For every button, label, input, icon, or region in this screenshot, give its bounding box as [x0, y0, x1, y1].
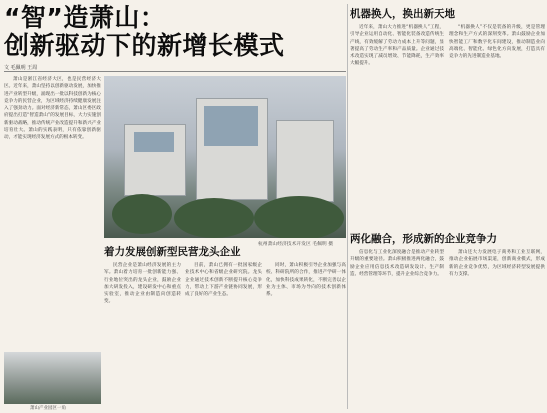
article-column-h: [449, 249, 545, 409]
main-photo: [104, 76, 346, 238]
photo-building: [276, 120, 334, 202]
headline-line-2: 创新驱动下的新增长模式: [4, 31, 285, 60]
photo-building-glass: [134, 132, 174, 152]
subhead-2: 机器换人，换出新天地: [350, 8, 455, 20]
article-column-b: [104, 262, 181, 407]
article-column-g: [350, 249, 444, 409]
article-column-d: [266, 262, 346, 407]
small-photo-caption: 萧山产业园区一角: [30, 406, 66, 411]
article-column-f: [449, 24, 545, 229]
photo-caption: 杭州萧山经济技术开发区 毛佩明 摄: [258, 242, 334, 247]
article-column-c: [185, 262, 262, 407]
article-text: 近年来，萧山大力推进“机器换人”工程，引导企业运用自动化、智能化装备改造传统生产线，有效缓解了劳动力成本上升等问题，显著提高了劳动生产率和产品质量。企业通过技术改造实现了减员增效、节能降耗，生产效率大幅提升。: [350, 25, 444, 67]
article-text: “机器换人”不仅是装备的升级，更是管理理念和生产方式的深刻变革。萧山鼓励企业加快智能工厂和数字化车间建设，推动制造业向高端化、智能化、绿色化方向发展，打造具有竞争力的先进制造业基地。: [449, 25, 545, 60]
article-text: 同时，萧山积极引导企业加强与高校、科研院所的合作，推进产学研一体化，加快科技成果转化，不断完善以企业为主体、市场为导向的技术创新体系。: [266, 263, 346, 298]
photo-tree: [112, 194, 172, 234]
article-column-e: [350, 24, 444, 229]
photo-tree: [254, 196, 344, 238]
subhead-3: 两化融合，形成新的企业竞争力: [350, 233, 497, 245]
column-divider: [347, 4, 348, 409]
headline: [4, 4, 344, 60]
headline-rule: [4, 71, 346, 72]
article-text: 萧山是浙江省经济大区，也是民营经济大区。近年来，萧山坚持以创新驱动发展，加快推进产业转型升级，涌现出一批以科技创新为核心竞争力的民营企业，为区域经济持续健康发展注入了强劲动力。面对经济新常态，萧山区委区政府提出打造“智造萧山”的发展目标，大力实施创新驱动战略，推动传统产业改造提升和新兴产业培育壮大。萧山的实践表明，只有依靠创新驱动，才能实现经济发展方式的根本转变。: [4, 77, 101, 141]
subhead-1: 着力发展创新型民营龙头企业: [104, 246, 241, 258]
article-text: 萧山还大力发展电子商务和工业互联网，推动企业拓展市场渠道，创新商业模式，形成新的企业竞争优势，为区域经济转型发展提供有力支撑。: [449, 250, 545, 277]
byline: 文 毛佩明 王周: [4, 65, 38, 71]
photo-building-glass: [204, 106, 258, 146]
article-text: 目前，萧山已拥有一批国家级企业技术中心和省级企业研究院。龙头企业通过技术创新不断提升核心竞争力，带动上下游产业链协同发展，形成了良好的产业生态。: [185, 263, 262, 298]
article-text: 民营企业是萧山经济发展的主力军。萧山着力培育一批创新能力强、行业地位突出的龙头企业，鼓励企业加大研发投入，建设研发中心和重点实验室，推动企业由制造向创造转变。: [104, 263, 181, 305]
photo-tree: [174, 198, 254, 238]
headline-line-1: “智”造萧山：: [4, 3, 166, 32]
article-text: 信息化与工业化深度融合是推动产业转型升级的重要途径。萧山积极推进两化融合，鼓励企业应用信息技术改造研发设计、生产制造、经营管理等环节，提升企业综合竞争力。: [350, 250, 444, 277]
small-photo: [4, 352, 101, 404]
